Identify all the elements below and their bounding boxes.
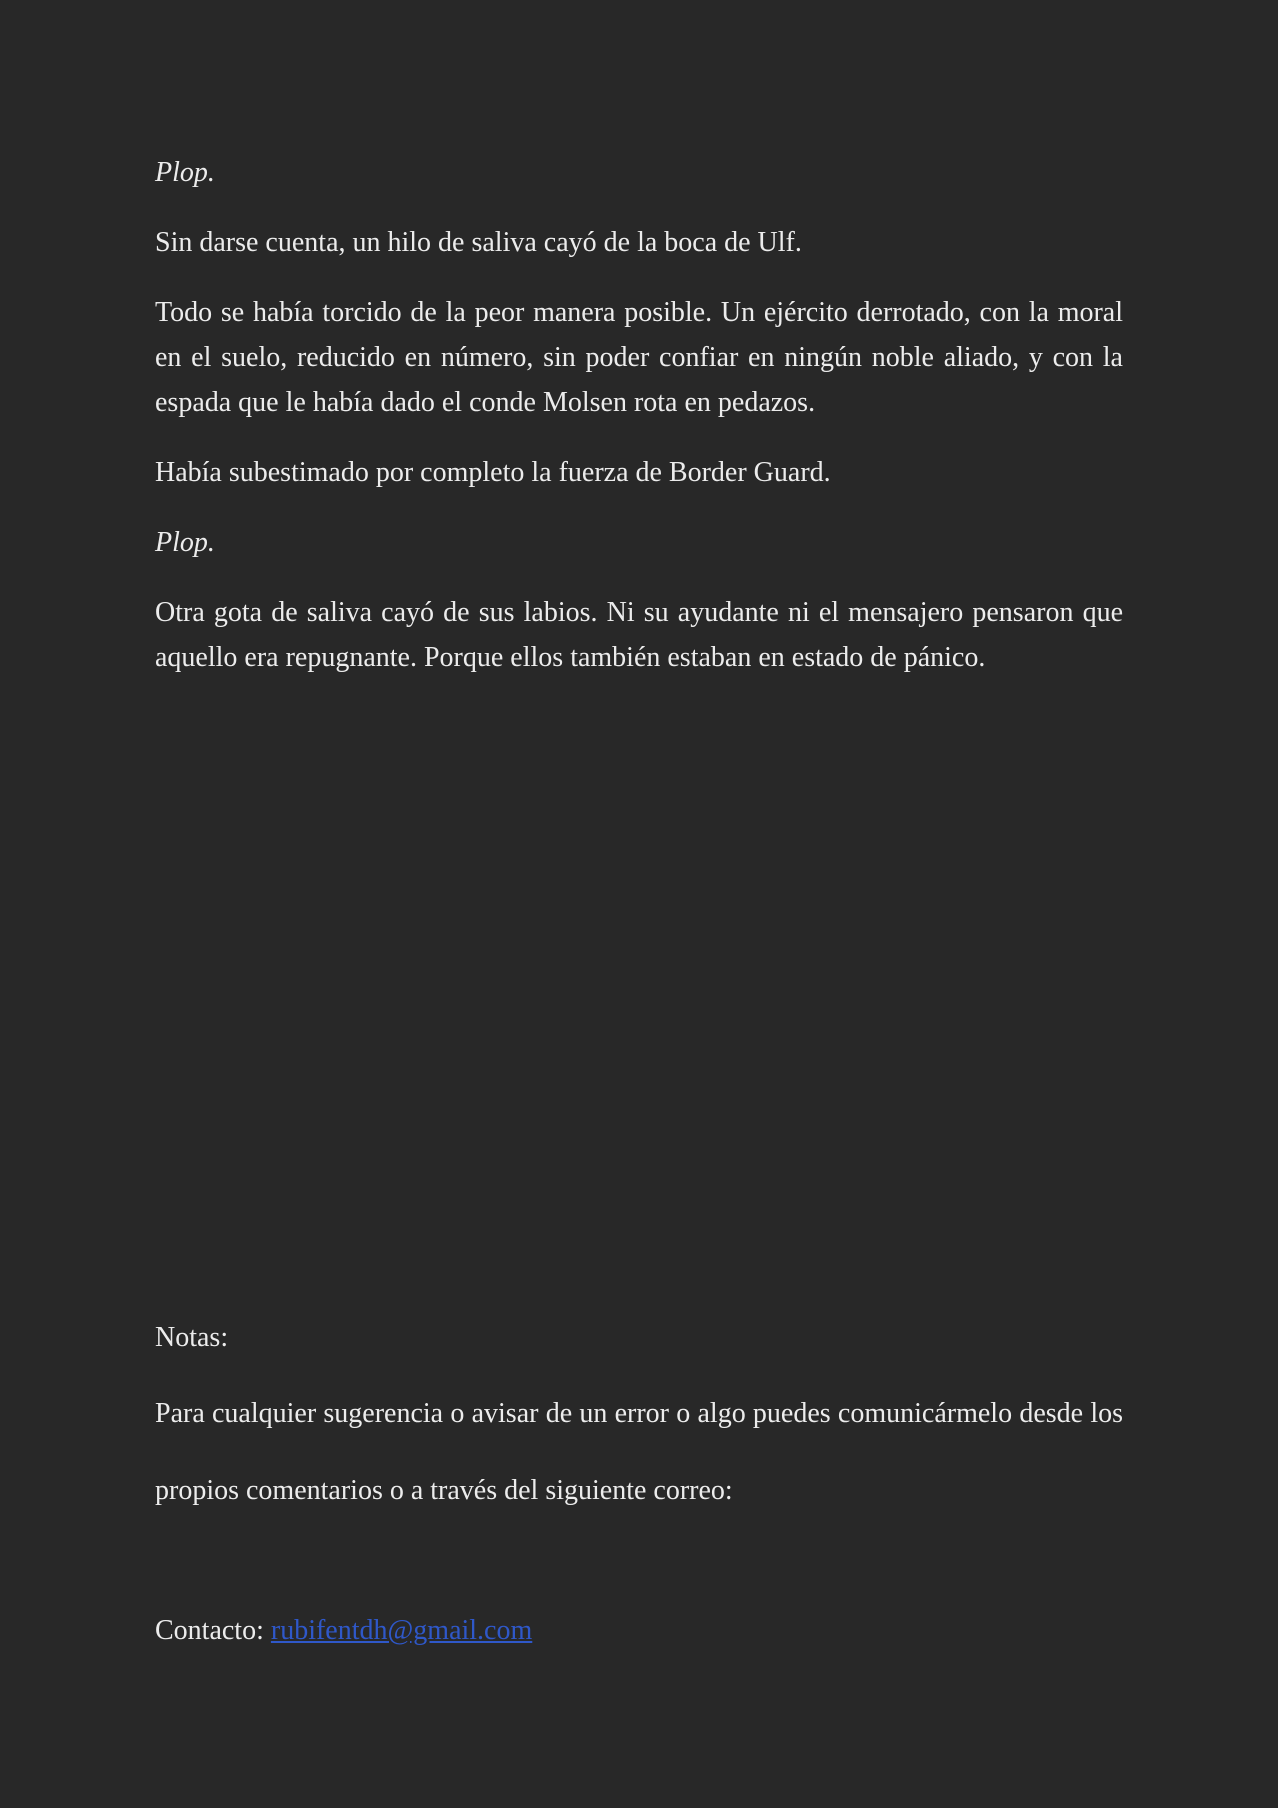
- notes-title: Notas:: [155, 1322, 229, 1353]
- notes-section: [155, 1318, 1123, 1651]
- contact-line: [155, 1611, 1123, 1651]
- notes-text-line-2: propios comentarios o a través del siguiente correo:: [155, 1475, 733, 1506]
- paragraph-otra-gota: Otra gota de saliva cayó de sus labios. Ni su ayudante ni el mensajero pensaron que aquello era repugnante. Porque ellos también estaban en estado de pánico.: [155, 597, 1123, 673]
- paragraph-subestimado: Había subestimado por completo la fuerza de Border Guard.: [155, 457, 831, 488]
- paragraph-plop-2: Plop.: [155, 527, 215, 558]
- notes-text-line-1: Para cualquier sugerencia o avisar de un error o algo puedes comunicármelo desde los: [155, 1398, 1123, 1429]
- paragraph-plop-1: Plop.: [155, 157, 215, 188]
- story-text: [155, 150, 1123, 705]
- paragraph-torcido: Todo se había torcido de la peor manera posible. Un ejército derrotado, con la moral en el suelo, reducido en número, sin poder confiar en ningún noble aliado, y con la espada que le había dado el conde Molsen rota en pedazos.: [155, 297, 1123, 418]
- paragraph-saliva: Sin darse cuenta, un hilo de saliva cayó de la boca de Ulf.: [155, 227, 802, 258]
- email-link[interactable]: rubifentdh@gmail.com: [270, 1615, 533, 1646]
- contact-label: Contacto:: [155, 1615, 271, 1646]
